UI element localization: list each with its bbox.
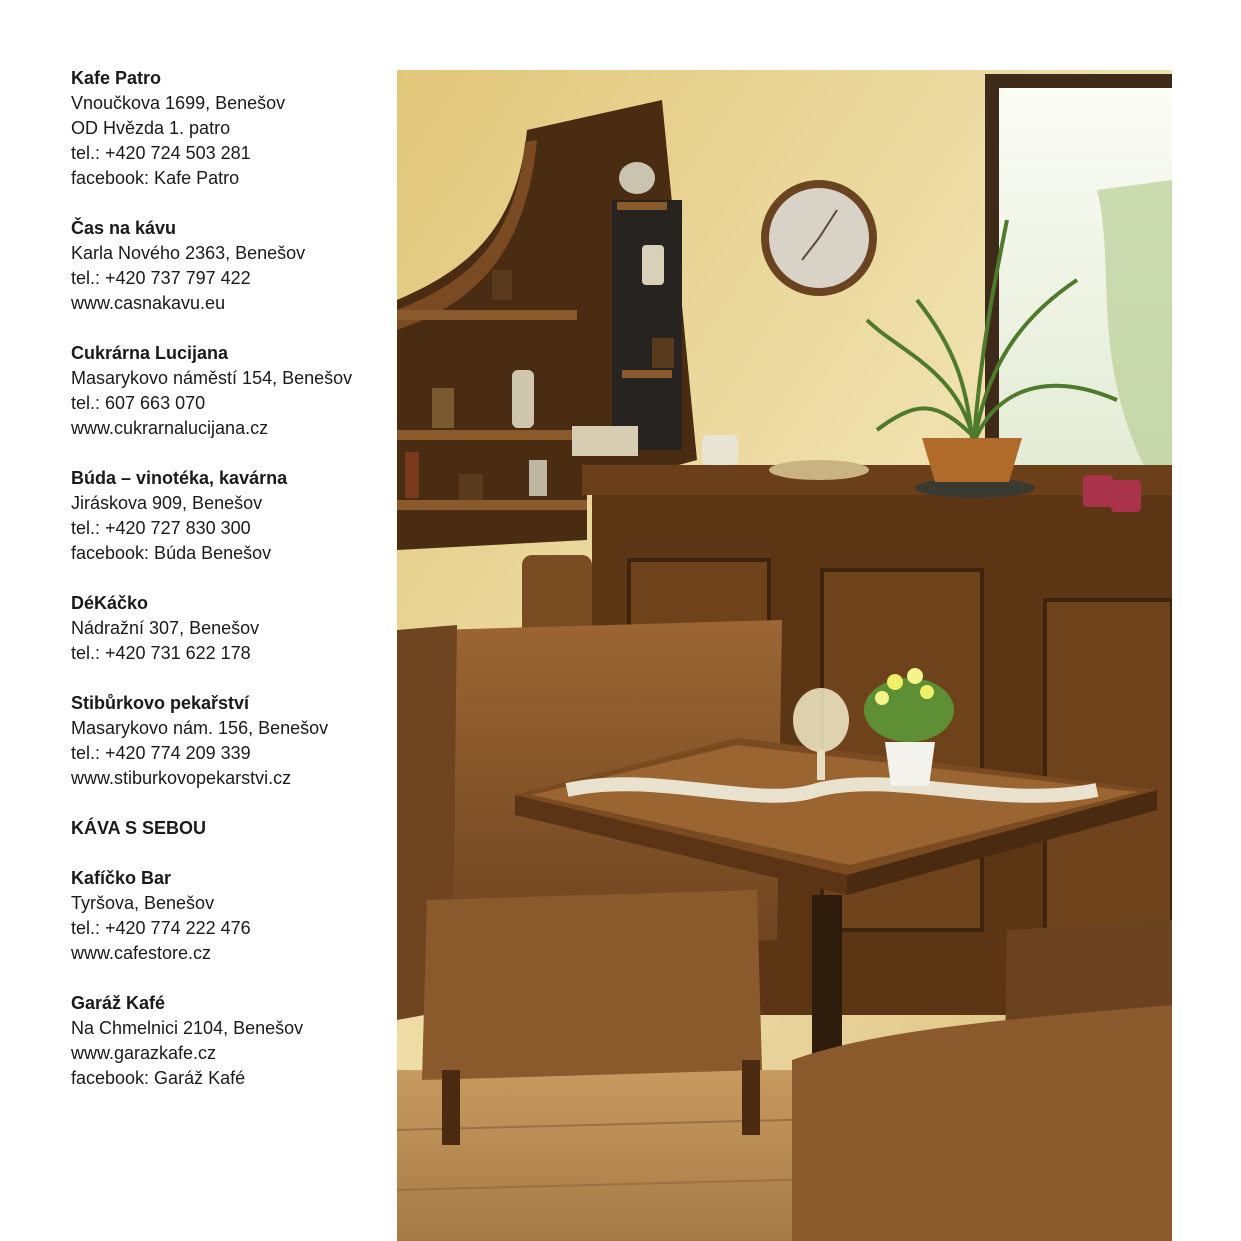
armchair-seat (422, 890, 762, 1080)
mug (1111, 480, 1141, 512)
listing-name: Búda – vinotéka, kavárna (71, 468, 288, 488)
listing-address: Tyršova, Benešov (71, 893, 215, 913)
framed-picture (572, 426, 638, 456)
listing-cas-na-kavu (71, 216, 386, 316)
listing-cukrarna-lucijana (71, 341, 386, 441)
listing-address-detail: OD Hvězda 1. patro (71, 118, 231, 138)
listing-website: www.cafestore.cz (71, 943, 212, 963)
plant-pot (922, 438, 1022, 482)
listing-website: www.cukrarnalucijana.cz (71, 418, 269, 438)
listing-address: Masarykovo nám. 156, Benešov (71, 718, 329, 738)
listing-address: Nádražní 307, Benešov (71, 618, 260, 638)
listing-name: DéKáčko (71, 593, 149, 613)
listing-name: Kafe Patro (71, 68, 162, 88)
coffee-grinder (652, 338, 674, 368)
listing-website: www.stiburkovopekarstvi.cz (71, 768, 292, 788)
shelf-plank (397, 500, 587, 510)
teapot (619, 162, 655, 194)
listing-kaficko-bar (71, 866, 386, 966)
glass-stem (817, 750, 825, 780)
listing-facebook: facebook: Garáž Kafé (71, 1068, 246, 1088)
listing-address: Na Chmelnici 2104, Benešov (71, 1018, 304, 1038)
coffee-pot (642, 245, 664, 285)
listing-name: Kafíčko Bar (71, 868, 172, 888)
listing-name: Stibůrkovo pekařství (71, 693, 250, 713)
shelf-plank (622, 370, 672, 378)
listing-garaz-kafe (71, 991, 386, 1091)
book (405, 452, 419, 498)
cafe-interior-photo (397, 70, 1172, 1241)
listing-address: Jiráskova 909, Benešov (71, 493, 263, 513)
listing-stiburkovo-pekarstvi (71, 691, 386, 791)
listing-phone: tel.: +420 731 622 178 (71, 643, 251, 663)
listing-phone: tel.: +420 774 222 476 (71, 918, 251, 938)
listing-dekacko (71, 591, 386, 666)
coffee-pot (529, 460, 547, 496)
cafe-interior-illustration (397, 70, 1172, 1241)
flower (875, 691, 889, 705)
listing-website: www.garazkafe.cz (71, 1043, 217, 1063)
mug (1083, 475, 1113, 507)
flower-leaves (864, 678, 954, 742)
flower-pot (885, 742, 935, 786)
listing-phone: tel.: +420 737 797 422 (71, 268, 251, 288)
listing-buda (71, 466, 386, 566)
listing-name: Čas na kávu (71, 218, 177, 238)
coffee-pot (512, 370, 534, 428)
listing-name: Garáž Kafé (71, 993, 166, 1013)
shelf-plank (617, 202, 667, 210)
listing-phone: tel.: +420 727 830 300 (71, 518, 251, 538)
listing-phone: tel.: 607 663 070 (71, 393, 206, 413)
chair-leg (442, 1070, 460, 1145)
wine-glass-candle (793, 688, 849, 752)
listing-phone: tel.: +420 724 503 281 (71, 143, 251, 163)
takeaway-heading: KÁVA S SEBOU (71, 818, 207, 838)
listing-name: Cukrárna Lucijana (71, 343, 229, 363)
candle-glass (702, 435, 738, 465)
listing-facebook: facebook: Búda Benešov (71, 543, 272, 563)
coffee-grinder (459, 474, 483, 500)
listing-website: www.casnakavu.eu (71, 293, 226, 313)
flower (887, 674, 903, 690)
coffee-grinder (492, 270, 512, 300)
listing-kafe-patro (71, 66, 386, 191)
shelf-dark-panel (612, 200, 682, 450)
shelf-plank (397, 310, 577, 320)
listing-phone: tel.: +420 774 209 339 (71, 743, 251, 763)
cafe-directory (71, 66, 386, 1116)
flower (907, 668, 923, 684)
shelf-plank (397, 430, 587, 440)
listing-address: Masarykovo náměstí 154, Benešov (71, 368, 353, 388)
plate (769, 460, 869, 480)
listing-address: Vnoučkova 1699, Benešov (71, 93, 286, 113)
listing-address: Karla Nového 2363, Benešov (71, 243, 306, 263)
flower (920, 685, 934, 699)
listing-facebook: facebook: Kafe Patro (71, 168, 240, 188)
coffee-grinder (432, 388, 454, 428)
chair-leg (742, 1060, 760, 1135)
